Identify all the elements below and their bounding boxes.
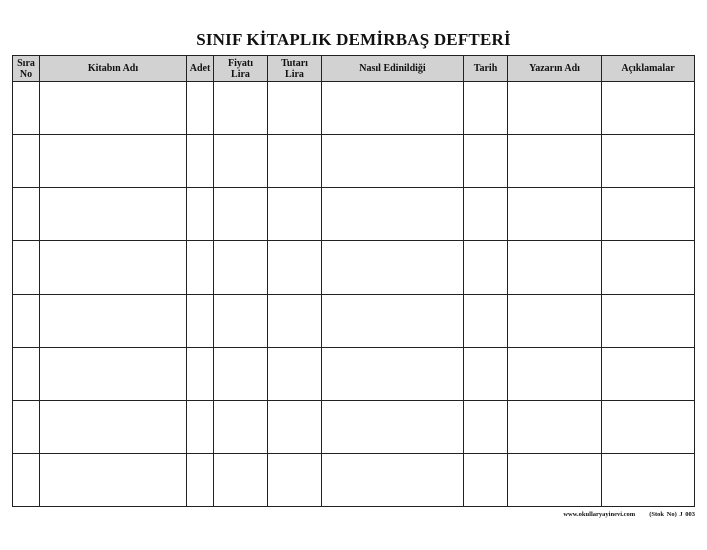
table-cell[interactable] (187, 400, 214, 453)
table-cell[interactable] (13, 400, 40, 453)
table-cell[interactable] (464, 241, 508, 294)
table-row (13, 241, 695, 294)
table-cell[interactable] (322, 347, 464, 400)
table-cell[interactable] (268, 347, 322, 400)
table-cell[interactable] (40, 400, 187, 453)
table-cell[interactable] (187, 294, 214, 347)
table-cell[interactable] (268, 453, 322, 506)
table-cell[interactable] (464, 347, 508, 400)
table-cell[interactable] (40, 188, 187, 241)
table-cell[interactable] (268, 400, 322, 453)
inventory-ledger-table (12, 55, 695, 507)
table-cell[interactable] (464, 453, 508, 506)
table-cell[interactable] (214, 400, 268, 453)
column-header-fiyati-lira: Fiyatı Lira (214, 56, 268, 82)
table-cell[interactable] (214, 241, 268, 294)
table-cell[interactable] (187, 453, 214, 506)
table-cell[interactable] (268, 82, 322, 135)
table-cell[interactable] (322, 82, 464, 135)
table-cell[interactable] (602, 188, 695, 241)
table-cell[interactable] (602, 347, 695, 400)
table-cell[interactable] (40, 294, 187, 347)
table-cell[interactable] (602, 453, 695, 506)
table-cell[interactable] (602, 82, 695, 135)
table-row (13, 82, 695, 135)
column-header-aciklamalar: Açıklamalar (602, 56, 695, 82)
document-title: SINIF KİTAPLIK DEMİRBAŞ DEFTERİ (196, 30, 511, 49)
table-cell[interactable] (40, 453, 187, 506)
table-cell[interactable] (508, 400, 602, 453)
table-cell[interactable] (268, 135, 322, 188)
column-header-tarih: Tarih (464, 56, 508, 82)
table-cell[interactable] (508, 241, 602, 294)
table-cell[interactable] (13, 188, 40, 241)
table-cell[interactable] (508, 453, 602, 506)
table-cell[interactable] (322, 453, 464, 506)
table-cell[interactable] (13, 241, 40, 294)
table-cell[interactable] (602, 241, 695, 294)
table-cell[interactable] (187, 82, 214, 135)
table-cell[interactable] (508, 82, 602, 135)
table-cell[interactable] (268, 241, 322, 294)
table-row (13, 347, 695, 400)
table-cell[interactable] (602, 135, 695, 188)
table-cell[interactable] (214, 135, 268, 188)
table-cell[interactable] (602, 294, 695, 347)
table-cell[interactable] (214, 82, 268, 135)
table-row (13, 135, 695, 188)
stock-code: (Stok No) J 003 (649, 511, 695, 518)
table-cell[interactable] (322, 188, 464, 241)
table-cell[interactable] (268, 188, 322, 241)
publisher-website: www.okullaryayinevi.com (563, 511, 636, 518)
table-cell[interactable] (464, 82, 508, 135)
table-row (13, 294, 695, 347)
footer-publisher-info (563, 511, 695, 518)
table-header-row (13, 56, 695, 82)
table-cell[interactable] (508, 347, 602, 400)
table-cell[interactable] (187, 188, 214, 241)
table-row (13, 453, 695, 506)
column-header-kitabin-adi: Kitabın Adı (40, 56, 187, 82)
column-header-sira-no: Sıra No (13, 56, 40, 82)
column-header-tutari-lira: Tutarı Lira (268, 56, 322, 82)
table-cell[interactable] (187, 347, 214, 400)
table-row (13, 400, 695, 453)
table-cell[interactable] (322, 241, 464, 294)
table-cell[interactable] (464, 135, 508, 188)
table-cell[interactable] (464, 400, 508, 453)
table-cell[interactable] (214, 347, 268, 400)
column-header-adet: Adet (187, 56, 214, 82)
table-cell[interactable] (40, 135, 187, 188)
table-cell[interactable] (187, 135, 214, 188)
table-cell[interactable] (13, 453, 40, 506)
table-cell[interactable] (13, 294, 40, 347)
table-cell[interactable] (214, 188, 268, 241)
table-cell[interactable] (508, 294, 602, 347)
table-cell[interactable] (322, 135, 464, 188)
table-cell[interactable] (187, 241, 214, 294)
table-cell[interactable] (214, 453, 268, 506)
table-cell[interactable] (602, 400, 695, 453)
column-header-yazarin-adi: Yazarın Adı (508, 56, 602, 82)
table-cell[interactable] (214, 294, 268, 347)
table-cell[interactable] (322, 294, 464, 347)
table-cell[interactable] (13, 82, 40, 135)
table-cell[interactable] (268, 294, 322, 347)
table-cell[interactable] (40, 82, 187, 135)
table-cell[interactable] (40, 241, 187, 294)
table-cell[interactable] (40, 347, 187, 400)
table-cell[interactable] (464, 294, 508, 347)
ledger-body (13, 82, 695, 507)
table-cell[interactable] (508, 135, 602, 188)
table-cell[interactable] (13, 135, 40, 188)
column-header-nasil-edinildigi: Nasıl Edinildiği (322, 56, 464, 82)
table-cell[interactable] (322, 400, 464, 453)
table-row (13, 188, 695, 241)
table-cell[interactable] (464, 188, 508, 241)
table-cell[interactable] (13, 347, 40, 400)
table-cell[interactable] (508, 188, 602, 241)
